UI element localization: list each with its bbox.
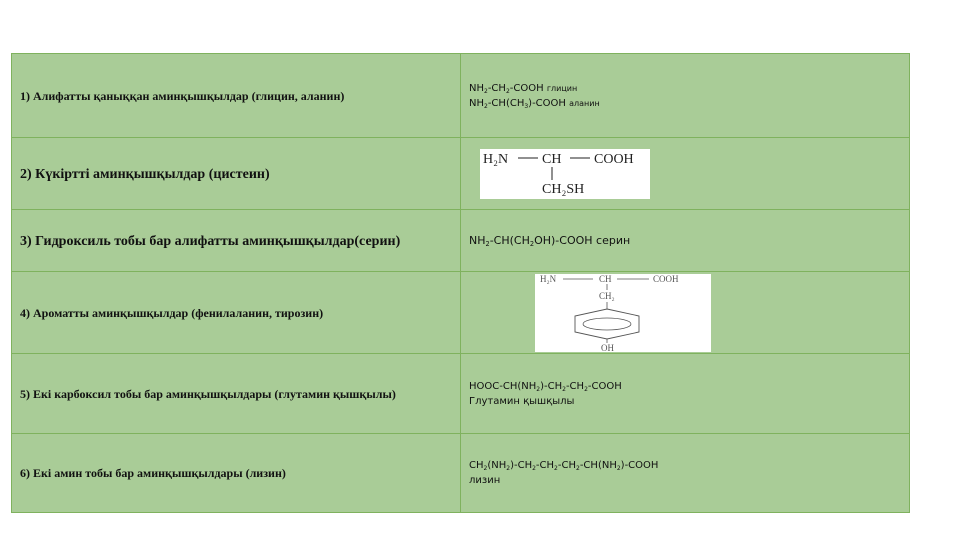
- table-cell-formula: [461, 354, 910, 434]
- compound-name: глицин: [546, 83, 578, 93]
- table-cell-formula: [461, 138, 910, 210]
- hydroxyl-group: OH: [601, 342, 614, 352]
- table-cell-class: [12, 434, 461, 513]
- table-cell-class: [12, 210, 461, 272]
- cysteine-structure-image: [480, 149, 650, 199]
- tyrosine-structure-image: [535, 274, 711, 352]
- formula-line: $NH_2-CH_2$-COOH глицин: [469, 82, 578, 95]
- row-label: 2) Күкіртті аминқышқылдар (цистеин): [20, 166, 270, 182]
- carboxyl-group: COOH: [594, 151, 634, 167]
- formula-line: $NH_2-CH(CH_2OH)$-COOH серин: [469, 234, 631, 248]
- table-cell-class: [12, 354, 461, 434]
- amino-acid-table: [11, 53, 910, 513]
- row-label: 1) Алифатты қаныққан аминқышқылдар (глицин, аланин): [20, 88, 345, 103]
- table-row: [12, 54, 910, 138]
- table-cell-formula: [461, 54, 910, 138]
- formula-line: $CH_2(NH_2)-CH_2-CH_2-CH_2-CH(NH_2)$-COOH: [469, 460, 659, 472]
- table-row: [12, 272, 910, 354]
- table-cell-class: [12, 138, 461, 210]
- table-cell-formula: [461, 434, 910, 513]
- table-cell-formula: [461, 210, 910, 272]
- row-label: 3) Гидроксиль тобы бар алифатты аминқышқылдар(серин): [20, 233, 401, 249]
- table-row: [12, 210, 910, 272]
- table-row: [12, 434, 910, 513]
- compound-name: Глутамин қышқылы: [469, 395, 575, 407]
- compound-name: лизин: [469, 475, 501, 486]
- carboxyl-group: COOH: [653, 273, 679, 284]
- table-cell-class: [12, 272, 461, 354]
- compound-name: аланин: [569, 98, 600, 108]
- table-row: [12, 354, 910, 434]
- row-label: 4) Ароматты аминқышқылдар (фенилаланин, тирозин): [20, 305, 324, 320]
- table-cell-formula: [461, 272, 910, 354]
- formula-line: $NH_2-CH(CH_3)$-COOH аланин: [469, 97, 600, 110]
- row-label: 5) Екі карбоксил тобы бар аминқышқылдары (глутамин қышқылы): [20, 386, 396, 401]
- table-cell-class: [12, 54, 461, 138]
- compound-name: серин: [596, 234, 631, 247]
- formula-line: HOOC-$CH(NH_2)-CH_2-CH_2$-COOH: [469, 380, 622, 393]
- amine-group: H₂N: [540, 273, 557, 284]
- table-row: [12, 138, 910, 210]
- amine-group: H₂N: [483, 151, 509, 167]
- side-chain: CH₂: [599, 290, 615, 301]
- row-label: 6) Екі амин тобы бар аминқышқылдары (лизин): [20, 466, 286, 480]
- alpha-carbon: CH: [542, 151, 562, 167]
- side-chain: CH₂SH: [542, 181, 585, 197]
- alpha-carbon: CH: [599, 273, 612, 284]
